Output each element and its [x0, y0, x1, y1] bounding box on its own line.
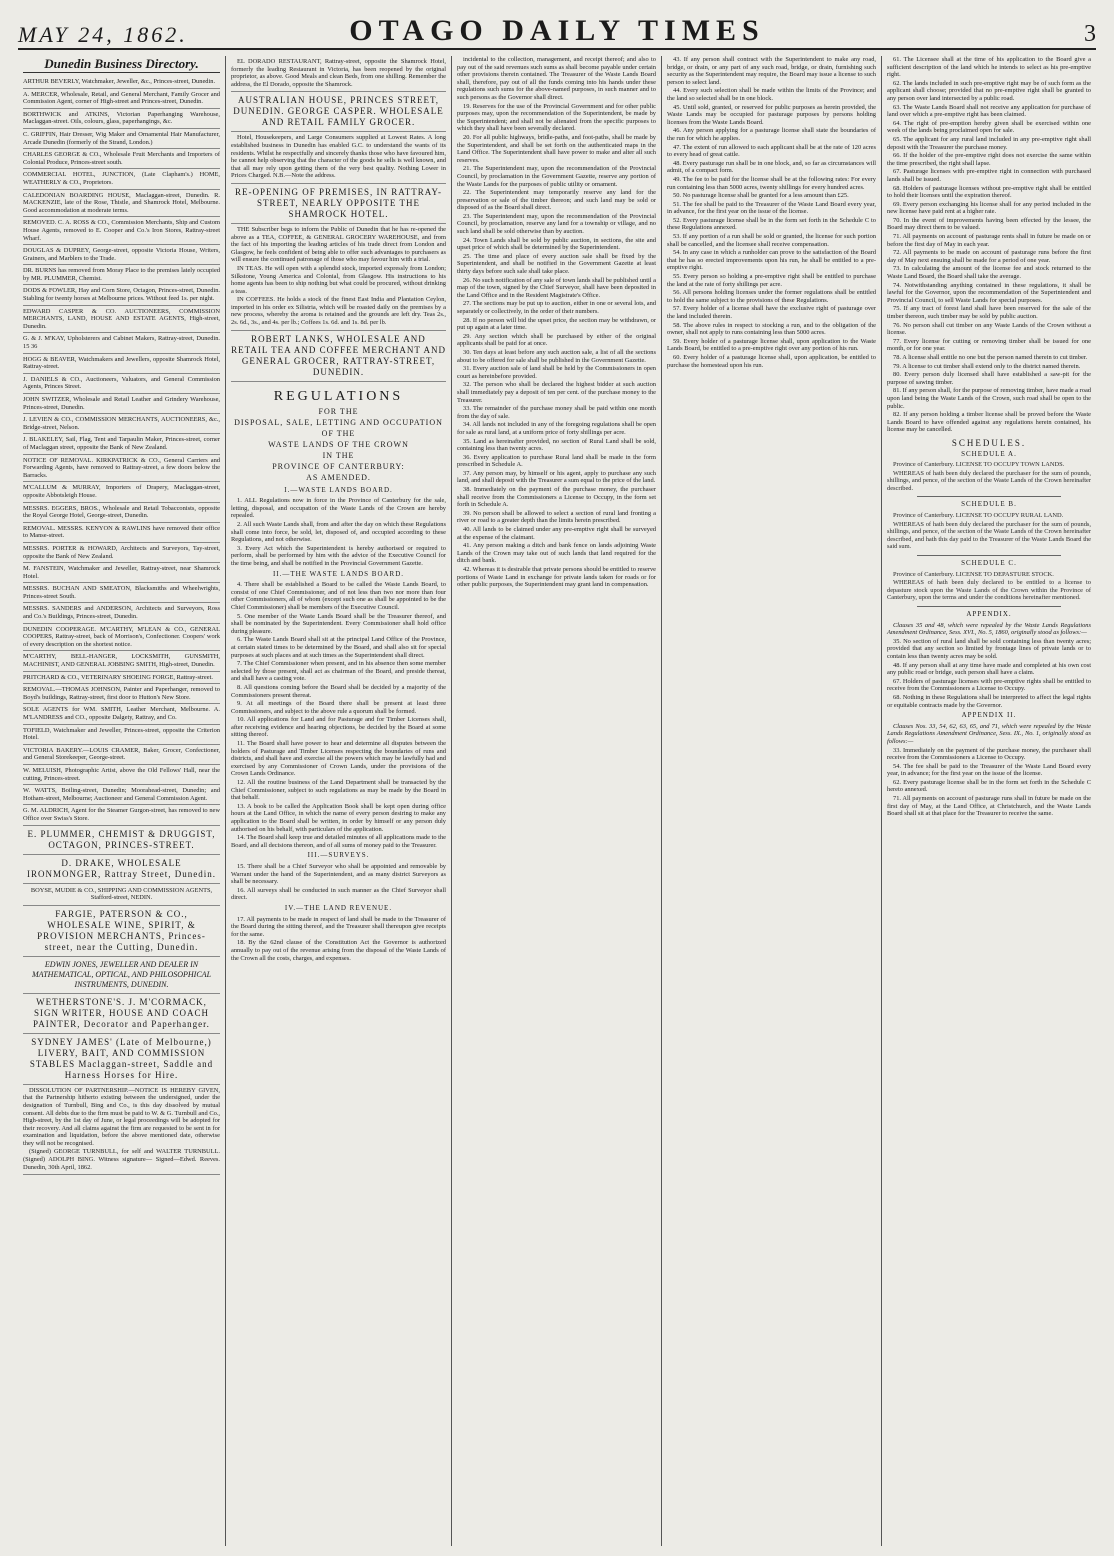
reg-para: 51. The fee shall be paid to the Treasurer of the Waste Land Board every year, in advance, for the first year on the issue of the license.	[667, 200, 876, 216]
regulations-heading	[231, 388, 446, 483]
section-revenue: IV.—THE LAND REVENUE.	[284, 903, 393, 912]
reg-para: 81. If any person shall, for the purpose of removing timber, have made a road upon land being the Waste Lands of the Crown, such road shall be open to the public.	[887, 387, 1091, 410]
reg-para: 59. Every holder of a pasturage license shall, upon application to the Waste Lands Board, be entitled to a pre-emptive right over any portion of his run.	[667, 337, 876, 353]
reg-para: 49. The fee to be paid for the license shall be at the following rates: For every run containing less than 5000 acres, twenty shillings for every hundred acres.	[667, 175, 876, 191]
column-five-paragraphs	[887, 56, 1091, 434]
directory-ad: REMOVED. C. A. ROSS & CO., Commission Merchants, Ship and Custom House Agents, removed to E. Cooper and Co.'s Iron Stores, Rattray-street Wharf.	[23, 217, 220, 245]
weatherstone-ad: WETHERSTONE'S. J. M'CORMACK, SIGN WRITER, HOUSE AND COACH PAINTER, Decorator and Paperhanger.	[23, 994, 220, 1034]
appendix-para: 48. If any person shall at any time have made and completed at his own cost any public road or bridge, such person shall have a claim.	[887, 661, 1091, 677]
directory-ad: J. DANIELS & CO., Auctioneers, Valuators, and General Commission Agents, Princes Street.	[23, 374, 220, 394]
fargie-ad: FARGIE, PATERSON & CO., WHOLESALE WINE, SPIRIT, & PROVISION MERCHANTS, Princes-street, near the Cutting, Dunedin.	[23, 906, 220, 957]
reg-para: 48. Every pasturage run shall be in one block, and, so far as circumstances will admit, of a compact form.	[667, 159, 876, 175]
schedule-b-head: Province of Canterbury. LICENSE TO OCCUPY RURAL LAND.	[893, 512, 1064, 520]
australian-body-text: Hotel, Housekeepers, and Large Consumers supplied at Lowest Rates. A long established business in Dunedin has enabled G.C. to understand the wants of its residents. Whilst he respectfully and sincerely thanks those who have favoured him, he cannot help observing that the character of the goods he sells is well known, and that all may rely upon getting them of the very best quality. Nothing Lower in Prices Charged. N.B.—Note the address.	[231, 134, 446, 180]
directory-ad: TOFIELD, Watchmaker and Jeweller, Princes-street, opposite the Criterion Hotel.	[23, 725, 220, 745]
directory-ad: DODS & FOWLER, Hay and Corn Store, Octagon, Princes-street, Dunedin. Stabling for twenty horses at Melbourne prices. Without feed 1s. per night.	[23, 285, 220, 305]
reg-para: 5. One member of the Waste Lands Board shall be the Treasurer thereof, and shall be nominated by the Superintendent. Every Commissioner shall hold office during pleasure.	[231, 612, 446, 635]
reg-para: 34. All lands not included in any of the foregoing regulations shall be open for sale as rural land, at a uniform price of forty shillings per acre.	[457, 421, 656, 436]
reg-sub2: DISPOSAL, SALE, LETTING AND OCCUPATION	[234, 417, 443, 427]
reg-para: 47. The extent of run allowed to each applicant shall be at the rate of 120 acres to every head of great cattle.	[667, 143, 876, 159]
reg-para: 32. The person who shall be declared the highest bidder at such auction shall immediately pay a deposit of ten per cent. of the purchase money to the Treasurer.	[457, 381, 656, 404]
reg-para: 22. The Superintendent may temporarily reserve any land for the preservation or sale of the timber thereon; and such land may be sold or disposed of as the Board shall direct.	[457, 189, 656, 212]
reg-para: 55. Every person so holding a pre-emptive right shall be entitled to purchase the land at the rate of forty shillings per acre.	[667, 273, 876, 288]
directory-ad: C. GRIFFIN, Hair Dresser, Wig Maker and Ornamental Hair Manufacturer, Arcade Dunedin (formerly of the Strand, London.)	[23, 129, 220, 149]
reg-para: 14. The Board shall keep true and detailed minutes of all applications made to the Board, and all decisions thereon, and of all sums of money paid to the Treasurer.	[231, 834, 446, 849]
reg-para: 64. The right of pre-emption hereby given shall be exercised within one week of the lands being proclaimed open for sale.	[887, 119, 1091, 135]
reg-para: 30. Ten days at least before any such auction sale, a list of all the sections about to be offered for sale shall be published in the Government Gazette.	[457, 348, 656, 364]
reopen-text: THE Subscriber begs to inform the Public of Dunedin that he has re-opened the above as a TEA, COFFEE, & GENERAL GROCERY WAREHOUSE, and from the fact of his importing the leading articles of his trade direct from London and Glasgow, he feels confident of being able to offer such advantages to purchasers as will ensure the continued patronage of those who may favour him with a trial.	[231, 225, 446, 264]
reg-para: 29. Any section which shall be purchased by either of the original applicants shall be paid for at once.	[457, 332, 656, 348]
reg-para: 18. By the 62nd clause of the Constitution Act the Governor is authorized annually to pay out of the revenue arising from the disposal of the Waste Lands of the Crown all the costs, charges, and expenses.	[231, 939, 446, 962]
reg-para: 54. In any case in which a runholder can prove to the satisfaction of the Board that he has so erected improvements upon his run, he shall be entitled to a pre-emptive right.	[667, 249, 876, 272]
reg-para: 41. Any person making a ditch and bank fence on lands adjoining Waste Lands of the Crown may take out of such lands that land required for the ditch and bank.	[457, 542, 656, 565]
appendix-ii-note: Clauses Nos. 33, 54, 62, 63, 65, and 71, which were repealed by the Waste Lands Regulations Amendment Ordinance, Sess. IX., No. 1, originally stood as follows:—	[887, 722, 1091, 745]
dissolution-notice	[23, 1085, 220, 1176]
reg-para: 79. A license to cut timber shall extend only to the district named therein.	[893, 362, 1081, 370]
newspaper-title: OTAGO DAILY TIMES	[349, 14, 765, 47]
reg-para: 46. Any person applying for a pasturage license shall state the boundaries of the run for which he applies.	[667, 127, 876, 142]
schedule-a-text: WHEREAS of hath been duly declared the purchaser for the sum of pounds, shillings, and pence, of the section of the Waste Lands of the Crown hereinafter described.	[887, 469, 1091, 492]
divider	[917, 606, 1061, 607]
reg-para: 4. There shall be established a Board to be called the Waste Lands Board, to consist of one Chief Commissioner, and of not less than two nor more than four other Commissioners, all of whom (except such one as shall be appointed to be the Chief Commissioner) shall be members of the Executive Council.	[231, 581, 446, 611]
reg-para: 43. If any person shall contract with the Superintendent to make any road, bridge, or drain, or any part of any such road, bridge, or drain, furnishing such security as the Superintendent may require, the Board may issue a license to such person to select land.	[667, 56, 876, 86]
appendix-para: 54. The fee shall be paid to the Treasurer of the Waste Land Board every year, in advance; for the first year on the issue of the license.	[887, 762, 1091, 778]
boyse-ad: BOYSE, MUDIE & CO., SHIPPING AND COMMISSION AGENTS, Stafford-street, NEDIN.	[23, 884, 220, 906]
reg-sub4: WASTE LANDS OF THE CROWN	[268, 439, 409, 449]
appendix-note: Clauses 35 and 48, which were repealed by the Waste Lands Regulations Amendment Ordinance, Sess. XVI., No. 5, 1860, originally stood as follows:—	[887, 621, 1091, 637]
section-board: II.—THE WASTE LANDS BOARD.	[272, 569, 405, 578]
australian-house-ad: AUSTRALIAN HOUSE, PRINCES STREET, DUNEDIN. GEORGE CASPER. WHOLESALE AND RETAIL FAMILY GROCER.	[231, 92, 446, 132]
reopening-heading: RE-OPENING OF PREMISES, IN RATTRAY-STREET, NEARLY OPPOSITE THE SHAMROCK HOTEL.	[231, 184, 446, 224]
directory-ad: BORTHWICK and ATKINS, Victorian Paperhanging Warehouse, Maclaggan-street. Oils, colours, glass, paperhangings, &c.	[23, 109, 220, 129]
directory-ad: DUNEDIN COOPERAGE. M'CARTHY, M'LEAN & CO., GENERAL COOPERS, Rattray-street, back of Morrison's, Confectioner. Coopers' work of every description on the shortest notice.	[23, 624, 220, 652]
reg-para: 8. All questions coming before the Board shall be decided by a majority of the Commissioners present thereat.	[231, 683, 446, 699]
reg-para: 15. There shall be a Chief Surveyor who shall be appointed and removable by Warrant under the hand of the Superintendent, and as many district Surveyors as shall be necessary.	[231, 862, 446, 886]
coffees-text: IN COFFEES. He holds a stock of the finest East India and Plantation Ceylon, imported in his order ex Silistria, which will be roasted daily on the premises by a new process, whereby the aroma is retained and the grounds are left dry. Teas 2s., 2s. 6d., 3s., and 4s. per lb.; Coffees 1s. 6d. and 1s. 8d. per lb.	[231, 296, 446, 327]
appendix-ii-paragraphs	[887, 747, 1091, 818]
reg-para: incidental to the collection, management, and receipt thereof; and also to pay out of the said revenues such sums as shall become payable under certain other provisions therein contained. The Treasurer of the Waste Lands Board shall, therefore, pay out of all the funds coming into his hands under these regulations such sums for the above-named purposes, in such manner and to such persons as the Governor shall direct.	[457, 56, 656, 101]
australian-house-body	[231, 132, 446, 184]
reg-sub6: PROVINCE OF CANTERBURY:	[272, 461, 405, 471]
directory-ad: MESSRS. PORTER & HOWARD, Architects and Surveyors, Tay-street, opposite the Bank of New Zealand.	[23, 543, 220, 563]
divider	[917, 496, 1061, 497]
reg-para: 17. All payments to be made in respect of land shall be made to the Treasurer of the Board during the sitting thereof, and the Treasurer shall thereupon give receipts for the same.	[231, 915, 446, 938]
appendix-para: 67. Holders of pasturage licenses with pre-emptive rights shall be entitled to receive from the Commissioners a License to Occupy.	[887, 677, 1091, 693]
dissolution-text: DISSOLUTION OF PARTNERSHIP.—NOTICE IS HEREBY GIVEN, that the Partnership hitherto existing between the undersigned, under the designation of Turnbull, Bing and Co., is this day dissolved by mutual consent. All debts due to the firm must be paid to W. & G. Turnbull and Co., High-street, by the 1st day of June, or legal proceedings will be adopted for their recovery. And all claims against the firm are requested to be sent in for examination and liquidation, before the above mentioned date, otherwise they will not be recognised.	[23, 1086, 220, 1147]
directory-ad: JOHN SWITZER, Wholesale and Retail Leather and Grindery Warehouse, Princes-street, Dunedin.	[23, 394, 220, 414]
schedules-title: SCHEDULES.	[951, 437, 1027, 448]
reg-para: 68. Holders of pasturage licenses without pre-emptive right shall be entitled to hold their licenses until the expiration thereof.	[887, 184, 1091, 200]
column-three	[452, 56, 662, 1546]
reg-para: 69. Every person exchanging his license shall for any period included in the new license have paid rent at a higher rate.	[887, 200, 1091, 216]
reg-para: 77. Every license for cutting or removing timber shall be issued for one month, or for one year.	[887, 337, 1091, 353]
reg-para: 66. If the holder of the pre-emptive right does not exercise the same within the time prescribed, the right shall lapse.	[887, 152, 1091, 167]
directory-ad: REMOVAL.—THOMAS JOHNSON, Painter and Paperhanger, removed to Boyd's buildings, Rattray-street, first door to Hutton's New Store.	[23, 684, 220, 704]
directory-ad: MESSRS. BUCHAN AND SMEATON, Blacksmiths and Wheelwrights, Princes-street South.	[23, 583, 220, 603]
reg-sub3: OF THE	[321, 428, 356, 438]
schedule-a-title: SCHEDULE A.	[961, 449, 1017, 458]
column-two	[226, 56, 452, 1546]
directory-ad: W. WATTS, Boiling-street, Dunedin; Moorahead-street, Dunedin; and Hotham-street, Melbourne; Auctioneer and General Commission Agent.	[23, 785, 220, 805]
reg-para: 37. Any person may, by himself or his agent, apply to purchase any such land, and shall deposit with the Treasurer a sum equal to the price of the land.	[457, 469, 656, 485]
appendix-para: 35. No section of rural land shall be sold containing less than twenty acres; provided that any section so limited by frontage lines of private lands or to contain less than twenty acres may be sold.	[887, 637, 1091, 660]
reg-para: 56. All persons holding licenses under the former regulations shall be entitled to hold the same subject to the provisions of these Regulations.	[667, 289, 876, 304]
reg-para: 21. The Superintendent may, upon the recommendation of the Provincial Council, by proclamation in the Government Gazette, reserve any portion of the Waste Lands for the purposes of public utility or ornament.	[457, 165, 656, 188]
reg-para: 16. All surveys shall be conducted in such manner as the Chief Surveyor shall direct.	[231, 886, 446, 902]
schedule-b-text: WHEREAS of hath been duly declared the purchaser for the sum of pounds, shillings, and pence, of the section of the Waste Lands of the Crown hereinafter described, and hath this day paid to the Treasurer of the Waste Lands Board the said sum.	[887, 520, 1091, 551]
reg-para: 63. The Waste Lands Board shall not receive any application for purchase of land over which a pre-emptive right has been claimed.	[887, 103, 1091, 119]
directory-ad: J. BLAKELEY, Sail, Flag, Tent and Tarpaulin Maker, Princes-street, corner of Maclaggan street, opposite the Bank of New Zealand.	[23, 434, 220, 454]
reg-para: 25. The time and place of every auction sale shall be fixed by the Superintendent, and shall be notified in the Government Gazette at least thirty days before such sale shall take place.	[457, 252, 656, 276]
reg-para: 71. All payments on account of pasturage rents shall in future be made on or before the first day of May in each year.	[887, 233, 1091, 248]
reg-para: 62. The lands included in such pre-emptive right may be of such form as the applicant shall choose; provided that no pre-emptive right shall be granted to any person over land intersected by a public road.	[887, 79, 1091, 102]
reg-para: 65. The applicant for any rural land included in any pre-emptive right shall deposit with the Treasurer the purchase money.	[887, 135, 1091, 151]
reg-para: 45. Until sold, granted, or reserved for public purposes as herein provided, the Waste Lands may be occupied for pasturage purposes by persons holding licenses from the Waste Lands Board.	[667, 103, 876, 126]
appendix-para: 62. Every pasturage license shall be in the form set forth in the Schedule C hereto annexed.	[887, 778, 1091, 794]
directory-ad: M'CALLUM & MURRAY, Importers of Drapery, Maclaggan-street, opposite Abbotsleigh House.	[23, 482, 220, 502]
directory-ad: MESSRS. SANDERS and ANDERSON, Architects and Surveyors, Ross and Co.'s Buildings, Princes-street, Dunedin.	[23, 603, 220, 623]
schedule-c-text: WHEREAS of hath been duly declared to be entitled to a license to depasture stock upon the Waste Lands of the Crown within the Province of Canterbury, upon the terms and under the conditions hereinafter mentioned.	[887, 579, 1091, 602]
directory-ad: MESSRS. EGGERS, BROS., Wholesale and Retail Tobacconists, opposite the Royal George Hotel, George-street, Dunedin.	[23, 503, 220, 523]
reg-para: 70. In the event of improvements having been effected by the lessee, the Board may direct them to be valued.	[887, 216, 1091, 232]
reg-para: 61. The Licensee shall at the time of his application to the Board give a sufficient description of the land which he intends to select as his pre-emptive right.	[887, 56, 1091, 79]
appendix-title: APPENDIX.	[966, 610, 1012, 618]
reg-para: 76. No person shall cut timber on any Waste Lands of the Crown without a license.	[887, 321, 1091, 337]
reg-para: 53. If any portion of a run shall be sold or granted, the license for such portion shall be cancelled, and the licensee shall receive compensation.	[667, 233, 876, 248]
reg-para: 44. Every such selection shall be made within the limits of the Province; and the land so selected shall be in one block.	[667, 87, 876, 102]
reg-para: 75. If any tract of forest land shall have been reserved for the sale of the timber thereon, such timber may be sold by public auction.	[887, 305, 1091, 320]
reg-para: 28. If no person will bid the upset price, the section may be withdrawn, or put up again at a later time.	[457, 316, 656, 332]
appendix-paragraphs	[887, 638, 1091, 709]
reg-para: 73. In calculating the amount of the license fee and stock returned to the Waste Land Board, the Board shall take the average.	[887, 265, 1091, 281]
reg-para: 27. The sections may be put up to auction, either in one or several lots, and separately or collectively, in the order of their numbers.	[457, 300, 656, 315]
reg-para: 1. ALL Regulations now in force in the Province of Canterbury for the sale, letting, disposal, and occupation of the Waste Lands of the Crown are hereby repealed.	[231, 497, 446, 520]
lanks-signature: ROBERT LANKS, WHOLESALE AND RETAIL TEA AND COFFEE MERCHANT AND GENERAL GROCER, RATTRAY-STREET, DUNEDIN.	[231, 331, 446, 382]
directory-ad: PRITCHARD & CO., VETERINARY SHOEING FORGE, Rattray-street.	[23, 672, 220, 685]
appendix-ii-title: APPENDIX II.	[961, 711, 1017, 720]
reg-para: 58. The above rules in respect to stocking a run, and to the obligation of the owner, shall not apply to runs containing less than 5000 acres.	[667, 321, 876, 337]
directory-title: Dunedin Business Directory.	[23, 56, 220, 73]
masthead	[18, 14, 1096, 50]
directory-ads	[23, 76, 220, 826]
reg-para: 13. A book to be called the Application Book shall be kept open during office hours at the Land Office, in which the name of every person desiring to make any application to the Board shall be written, in order by himself or any person duly authorised on his behalf, with particulars of the application.	[231, 802, 446, 833]
reg-para: 67. Pasturage licenses with pre-emptive right in connection with purchased lands shall be issued.	[887, 168, 1091, 183]
directory-ad: G. & J. M'KAY, Upholsterers and Cabinet Makers, Rattray-street, Dunedin. 15 36	[23, 333, 220, 353]
issue-date: MAY 24, 1862.	[18, 22, 188, 47]
schedule-a-head: Province of Canterbury. LICENSE TO OCCUPY TOWN LANDS.	[893, 461, 1065, 469]
directory-ad: ARTHUR BEVERLY, Watchmaker, Jeweller, &c., Princes-street, Dunedin.	[23, 76, 220, 89]
teas-text: IN TEAS. He will open with a splendid stock, imported expressly from London; Silkstone, Young America and Colonial, from Glasgow. His instructions to his home agents has been to ship nothing but what could be procured, without drinking a teas.	[231, 264, 446, 295]
reg-para: 23. The Superintendent may, upon the recommendation of the Provincial Council, by proclamation, reserve any land for a township or village, and no such land shall be sold otherwise than by auction.	[457, 212, 656, 236]
reg-sub7: AS AMENDED.	[306, 472, 371, 482]
reg-para: 10. All applications for Land and for Pasturage and for Timber Licenses shall, after receiving evidence and hearing objections, be decided by the Board at some sitting thereof.	[231, 716, 446, 739]
reg-para: 42. Whereas it is desirable that private persons should be entitled to reserve portions of Waste Land in exchange for private lands taken for roads or for other public purposes, the Superintendent may grant land in compensation.	[457, 566, 656, 589]
reg-para: 36. Every application to purchase Rural land shall be made in the form prescribed in Schedule A.	[457, 453, 656, 469]
reopening-body	[231, 224, 446, 331]
reg-para: 9. At all meetings of the Board there shall be present at least three Commissioners, and subject to the above rule a quorum shall be formed.	[231, 700, 446, 715]
reg-para: 24. Town Lands shall be sold by public auction, in sections, the site and upset price of which shall be determined by the Superintendent.	[457, 236, 656, 252]
divider	[917, 555, 1061, 556]
reg-para: 72. All payments to be made on account of pasturage runs before the first day of May next ensuing shall be made for a period of one year.	[887, 249, 1091, 264]
directory-ad: SOLE AGENTS for WM. SMITH, Leather Merchant, Melbourne. A. M'LANDRESS and CO., opposite Dalgety, Rattray, and Co.	[23, 704, 220, 724]
reg-para: 7. The Chief Commissioner when present, and in his absence then some member selected by those present, shall act as chairman of the Board, and preside thereat, and shall have a casting vote.	[231, 660, 446, 683]
reg-para: 52. Every pasturage license shall be in the form set forth in the Schedule C to these Regulations annexed.	[667, 216, 876, 232]
reg-sub5: IN THE	[322, 450, 355, 460]
appendix-para: 68. Nothing in these Regulations shall be interpreted to affect the legal rights or equitable contracts made by the Governor.	[887, 693, 1091, 709]
directory-ad: A. MERCER, Wholesale, Retail, and General Merchant, Family Grocer and Commission Agent, corner of High-street and Princes-street, Dunedin.	[23, 89, 220, 109]
reg-para: 40. All lands to be claimed under any pre-emptive right shall be surveyed at the expense of the claimant.	[457, 526, 656, 541]
dissolution-signatures: (Signed) GEORGE TURNBULL, for self and WALTER TURNBULL. (Signed) ADOLPH BING. Witness signature— Signed—Edwd. Reeves. Dunedin, 30th April, 1862.	[23, 1148, 220, 1171]
reg-para: 80. Every person duly licensed shall have established a saw-pit for the purpose of sawing timber.	[887, 371, 1091, 386]
reg-para: 74. Notwithstanding anything contained in these regulations, it shall be lawful for the Governor, upon the recommendation of the Superintendent and Provincial Council, to sell Waste Lands for special purposes.	[887, 281, 1091, 304]
directory-ad: M. FANSTEIN, Watchmaker and Jeweller, Rattray-street, near Shamrock Hotel.	[23, 563, 220, 583]
reg-para: 2. All such Waste Lands shall, from and after the day on which these Regulations shall come into force, be sold, let, disposed of, and occupied according to these Regulations, and not otherwise.	[231, 521, 446, 544]
directory-ad: EDWARD CASPER & CO. AUCTIONEERS, COMMISSION MERCHANTS, LAND, HOUSE AND ESTATE AGENTS, High-street, Dunedin.	[23, 306, 220, 334]
reg-para: 33. The remainder of the purchase money shall be paid within one month from the day of sale.	[457, 405, 656, 420]
directory-ad: J. LEVIEN & CO., COMMISSION MERCHANTS, AUCTIONEERS, &c., Bridge-street, Nelson.	[23, 414, 220, 434]
directory-ad: CALEDONIAN BOARDING HOUSE, Maclaggan-street, Dunedin. R. MACKENZIE, late of the Rose, Thistle, and Shamrock Hotel, Melbourne. Good accommodation at moderate terms.	[23, 190, 220, 218]
directory-ad: COMMERCIAL HOTEL, JUNCTION, (Late Clapham's.) HOME, WEATHERLY & CO., Proprietors.	[23, 169, 220, 189]
column-directory	[18, 56, 226, 1546]
directory-ad: VICTORIA BAKERY.—LOUIS CRAMER, Baker, Grocer, Confectioner, and General Storekeeper, George-street.	[23, 745, 220, 765]
directory-ad: W. MELUISH, Photographic Artist, above the Old Fellows' Hall, near the cutting, Princes-street.	[23, 765, 220, 785]
james-ad: SYDNEY JAMES' (Late of Melbourne,) LIVERY, BAIT, AND COMMISSION STABLES Maclaggan-street, Saddle and Harness Horses for Hire.	[23, 1034, 220, 1085]
appendix-para: 33. Immediately on the payment of the purchase money, the purchaser shall receive from the Commissioners a License to Occupy.	[887, 746, 1091, 762]
page-number: 3	[1084, 21, 1096, 47]
directory-ad: HOGG & BEAVER, Watchmakers and Jewellers, opposite Shamrock Hotel, Rattray-street.	[23, 354, 220, 374]
reg-para: 38. Immediately on the payment of the purchase money, the purchaser shall receive from the Commissioners a License to Occupy, in the form set forth in Schedule A.	[457, 486, 656, 509]
section-surveys: III.—SURVEYS.	[307, 851, 370, 860]
reg-para: 31. Every auction sale of land shall be held by the Commissioners in open court as hereinbefore provided.	[457, 365, 656, 380]
directory-ad: G. M. ALDRICH, Agent for the Steamer Gurgon-street, has removed to new Office over Swiss's Store.	[23, 805, 220, 825]
reg-para: 6. The Waste Lands Board shall sit at the principal Land Office of the Province, at certain stated times to be determined by the Board, and shall also sit for special purposes at such places and at such times as the Superintendent shall direct.	[231, 636, 446, 659]
schedule-c-title: SCHEDULE C.	[961, 559, 1017, 568]
column-four	[662, 56, 882, 1546]
reg-para: 20. For all public highways, bridle-paths, and foot-paths, shall be made by the Superintendent, and shall be set forth on the authenticated maps in the Land Office. The Superintendent shall have power to make and alter all such reserves.	[457, 133, 656, 164]
drake-ad: D. DRAKE, WHOLESALE IRONMONGER, Rattray Street, Dunedin.	[23, 855, 220, 884]
eldorado-ad	[231, 56, 446, 92]
jones-ad: EDWIN JONES, JEWELLER AND DEALER IN MATHEMATICAL, OPTICAL, AND PHILOSOPHICAL INSTRUMENTS, DUNEDIN.	[23, 957, 220, 994]
reg-para: 39. No person shall be allowed to select a section of rural land fronting a river or road to a greater depth than the limits herein prescribed.	[457, 509, 656, 525]
reg-para: 26. No such notification of any sale of town lands shall be published until a map of the town, signed by the Chief Surveyor, shall have been deposited in the Land Office and in the Resident Magistrate's Office.	[457, 276, 656, 299]
reg-para: 35. Land as hereinafter provided, no section of Rural Land shall be sold, containing less than twenty acres.	[457, 437, 656, 453]
reg-para: 50. No pasturage license shall be granted for a less amount than £25.	[673, 192, 849, 200]
regulations-title: REGULATIONS	[273, 388, 404, 404]
schedule-b-title: SCHEDULE B.	[961, 500, 1017, 509]
columns	[18, 56, 1096, 1546]
schedule-c-head: Province of Canterbury. LICENSE TO DEPASTURE STOCK.	[893, 570, 1054, 578]
reg-para: 11. The Board shall have power to hear and determine all disputes between the holders of Pasturage and Timber Licenses respecting the boundaries of runs and districts, and shall have and exercise all the powers which may be lawfully had and exercised by any Commissioner of Crown Lands, under the provisions of the Crown Lands Ordinance.	[231, 740, 446, 778]
plummer-ad: E. PLUMMER, CHEMIST & DRUGGIST, OCTAGON, PRINCES-STREET.	[23, 826, 220, 855]
eldorado-text: EL DORADO RESTAURANT, Rattray-street, opposite the Shamrock Hotel, formerly the leading Restaurant in Victoria, has been reopened by the original proprietor, as above. Good Meals and clean Beds, from one shilling. Remember the address, the El Dorado, opposite the Shamrock.	[231, 58, 446, 88]
directory-ad: REMOVAL. MESSRS. KENYON & RAWLINS have removed their office to Manse-street.	[23, 523, 220, 543]
directory-ad: M'CARTHY, BELL-HANGER, LOCKSMITH, GUNSMITH, MACHINIST, AND GENERAL JOBBING SMITH, High-street, Dunedin.	[23, 651, 220, 671]
column-five	[882, 56, 1096, 1546]
reg-para: 57. Every holder of a license shall have the exclusive right of pasturage over the land included therein.	[667, 305, 876, 320]
reg-para: 19. Reserves for the use of the Provincial Government and for other public purposes may, upon the recommendation of the Superintendent, be made by the Superintendent; and shall not be alienated from the specific purposes to which they shall have been severally declared.	[457, 102, 656, 133]
appendix-para: 71. All payments on account of pasturage runs shall in future be made on the first day of May, at the Land Office, at Christchurch, and the Waste Lands Board shall sit at that place for the Treasurer to receive the same.	[887, 795, 1091, 818]
directory-ad: DR. BURNS has removed from Moray Place to the premises lately occupied by MR. PLUMMER, Chemist.	[23, 265, 220, 285]
reg-para: 78. A license shall entitle no one but the person named therein to cut timber.	[893, 353, 1088, 361]
section-waste-lands: I.—WASTE LANDS BOARD.	[284, 485, 393, 494]
directory-ad: CHARLES GEORGE & CO., Wholesale Fruit Merchants and Importers of Colonial Produce, Princes-street south.	[23, 149, 220, 169]
reg-para: 3. Every Act which the Superintendent is hereby authorised or required to perform, shall be performed by him with the advice of the Executive Council for the time being, and shall be notified in the Provincial Government Gazette.	[231, 544, 446, 567]
reg-para: 60. Every holder of a pasturage license shall, upon application, be entitled to purchase the homestead upon his run.	[667, 353, 876, 369]
reg-para: 12. All the routine business of the Land Department shall be transacted by the Chief Commissioner, subject to such regulations as may be made by the Board in that behalf.	[231, 779, 446, 802]
reg-sub1: FOR THE	[318, 406, 359, 416]
directory-ad: DOUGLAS & DUPREY, George-street, opposite Victoria House, Writers, Grainers, and Marblers to the Trade.	[23, 245, 220, 265]
directory-ad: NOTICE OF REMOVAL. KIRKPATRICK & CO., General Carriers and Forwarding Agents, have removed to Rattray-street, a few doors below the Barracks.	[23, 455, 220, 483]
reg-para: 82. If any person holding a timber license shall be proved before the Waste Lands Board to have offended against any regulations herein contained, his license may be cancelled.	[887, 411, 1091, 434]
